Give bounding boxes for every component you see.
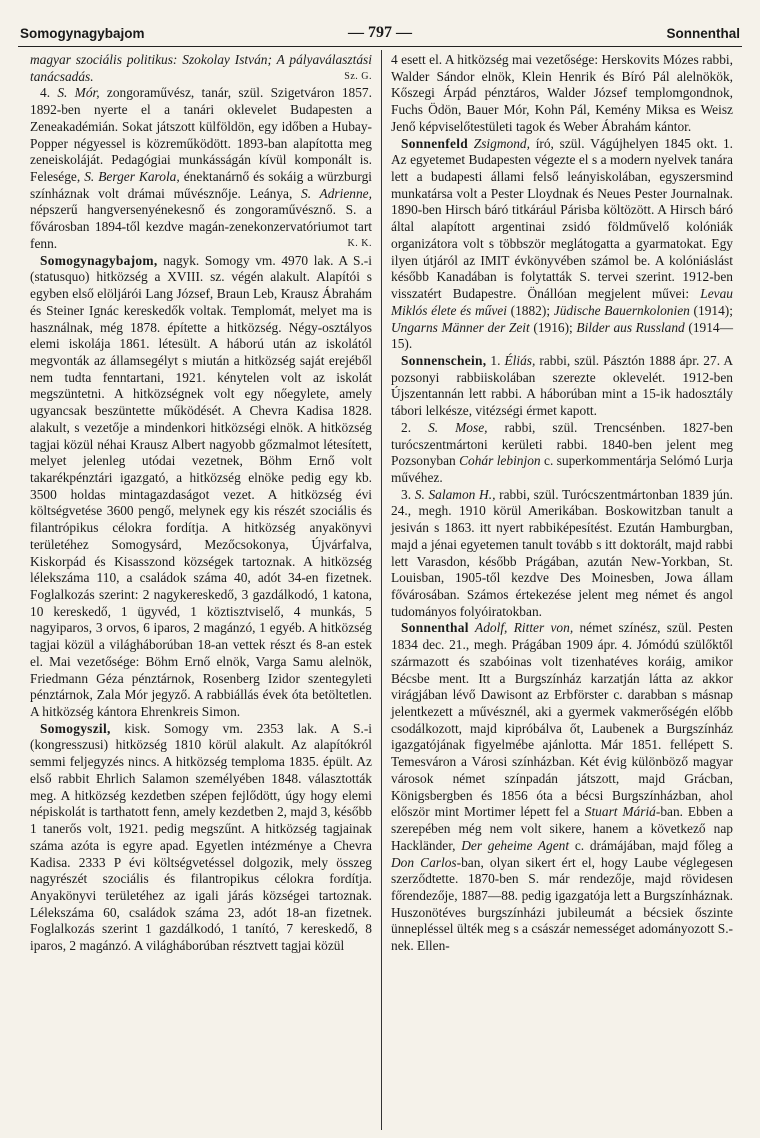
entry-text: író, szül. Vágújhelyen 1845 okt. 1. Az egyetemet Budapesten végezte el s a modern nyelvek tanára lett a budapesti állami felső leányiskolában, egyszersmind munkatársa volt a Pester Lloydnak és Neues Pester Journalnak. 1890-ben Hirsch báró titkárául Párisba költözött. A Hirsch báró által alapított argentinai zsidó földművelő kolóniák organizátora volt s többször meglátogatta a gyarmatokat. Egy ilyen útjáról az IMIT évkönyvében számol be. A kolóniáslást később Kanadában is folytatták S. tervei szerint. 1912-ben visszatért Budapestre. Önállóan megjelent művei: (391, 135, 733, 302)
entry-paragraph (391, 353, 733, 420)
entry-name: Éliás, (504, 352, 536, 368)
work-title: Ungarns Männer der Zeit (391, 319, 530, 335)
work-title: Levau Miklós élete és művei (391, 286, 733, 318)
entry-text: c. drámájában, majd főleg a (574, 837, 733, 853)
entry-paragraph (30, 253, 372, 721)
entry-continuation (30, 52, 372, 85)
entry-text: német színész, szül. Pesten 1834 dec. 21., megh. Prágában 1909 ápr. 4. Jómódú szülőktől származott és szabóinas volt tizenhatéves koráig, amikor Bécsbe ment. Itt a Burgszínház karzatján látta az akkor virágjában lévő Dawisont az Erbförster c. darabban s másnap jelentkezett a művésznél, aki a gyermek vakmerőségén előbb csodálkozott, majd kipróbálva őt, Laubenek a Burgszínház igazgatójának figyelmébe ajánlotta. Már 1851. fellépett S. Temesváron a Városi színházban. Két évig különböző magyar városok német színpadán játszott, majd Grácban, Königsbergben és 1856 óta a bécsi Burgszínházban, ahol először mint Mortimer lépett fel a (391, 620, 733, 820)
italic-text: magyar szociális politikus: Szokolay István; A pályaválasztási tanácsadás. (30, 52, 372, 84)
work-year: (1882); (510, 302, 551, 318)
entry-paragraph (391, 420, 733, 487)
entry-number: 1. (490, 352, 501, 368)
entry-paragraph (391, 620, 733, 954)
entry-number: 2. (401, 419, 412, 435)
entry-paragraph (30, 721, 372, 955)
headword: Somogyszil, (40, 720, 111, 736)
entry-number: 3. (401, 486, 412, 502)
entry-name: S. Mór, (57, 85, 100, 101)
column-divider (381, 50, 382, 1130)
entry-text: -ban, olyan sikert ért el, hogy Laube véglegesen szerződtette. 1870-ben S. már rendezője, majd rövidesen főrendezője, 1887—88. pedig igazgatója lett a Burgszínháznak. Huszonötéves burgszínházi jubileumát a bécsiek őszinte ünnepléssel ülték meg s a császár nemességet adományozott S.-nek. Ellen- (391, 854, 734, 954)
entry-text: rabbi, szül. Trencsénben. 1827-ben turócszentmártoni kerületi rabbi. 1840-ben jelent meg Pozsonyban (391, 419, 733, 469)
header-right-guideword: Sonnenthal (666, 26, 740, 41)
work-title: Der geheime Agent (461, 837, 570, 853)
entry-name: S. Adrienne, (301, 185, 372, 201)
work-title: Don Carlos (391, 854, 457, 870)
entry-text: c. superkommentárja Selómó Lurja művéhez. (391, 453, 733, 485)
author-signature: Sz. G. (344, 70, 372, 82)
header-left-guideword: Somogynagybajom (20, 26, 145, 41)
page-number: — 797 — (348, 24, 412, 41)
entry-text: kisk. Somogy vm. 2353 lak. A S.-i (kongresszusi) hitközség 1810 körül alakult. Az alapítókról semmi feljegyzés nincs. A hitközség temploma 1835. épült. Az első rabbit Ehrlich Salamon személyében 1848. választották meg. A hitközség kezdetben szépen fejlődött, úgy hogy elemi népiskolát is tarthatott fenn, amely kezdetben 2, majd 3, később 1 tanerős volt, 1921. pedig megszűnt. A hitközség tagjainak száma azóta is egyre apad. Egyetlen intézménye a Chevra Kadisa. 2333 P évi költségvetéssel dolgozik, mely összeg nagyrészét szociális és filantropikus célokra fordítja. Anyakönyvi területéhez az igali járás községei tartoznak. Lélekszáma 60, családok száma 23, adót 18-an fizetnek. Foglalkozás szerint 1 gazdálkodó, 1 tanító, 7 kereskedő, 8 iparos, 2 magánzó. A világháborúban résztvett tagjai közül (30, 720, 372, 954)
entry-text: zongoraművész, tanár, szül. Szigetváron 1857. 1892-ben nyerte el a tanári oklevelet Budapesten a Zeneakadémián. Sokat játszott külföldön, egy időben a Hubay-Popper négyessel is közreműködött. 1893-ban alapította meg zeneiskoláját. Pedagógiai munkásságán kívül komponált is. Felesége, (30, 85, 372, 185)
left-column (30, 52, 372, 955)
headword: Sonnenfeld (401, 135, 468, 151)
work-title: Cohár lebinjon (459, 453, 541, 469)
entry-paragraph (391, 136, 733, 353)
entry-text: 4 esett el. A hitközség mai vezetősége: Herskovits Mózes rabbi, Walder Sándor elnök, Klein Henrik és Bíró Pál alelnökök, Kőszegi Árpád pénztáros, Walder József templomgondnok, Fuchs Ödön, Bauer Mór, Kohn Pál, Kemény Miksa es Weisz Jenő képviselőtestületi tagok és Weber Ábrahám kántor. (391, 52, 733, 134)
entry-name: Adolf, Ritter von, (475, 620, 574, 636)
author-signature: K. K. (347, 237, 372, 249)
entry-name: S. Mose, (428, 419, 488, 435)
entry-text: -ban. Ebben a szerepében még nem volt sikere, hanem a következő nap Hackländer, (391, 804, 733, 853)
entry-number: 4. (40, 85, 51, 101)
work-title: Stuart Máriá (584, 804, 656, 820)
headword: Somogynagybajom, (40, 252, 158, 268)
entry-text: nagyk. Somogy vm. 4970 lak. A S.-i (statusquo) hitközség a XVIII. sz. végén alakult. Alapítói s egyben első elöljárói Lang József, Braun Leb, Krausz Ábrahám és Steiner Ignác kereskedők voltak. Templomát, melyet ma is használnak, még 1878. építette a hitközség. Négy-osztályos elemi iskolája 1861. létesült. A háború után az iskolától megvonták az államsegélyt s miután a hitközség saját erejéből nem tudta fenntartani, 1921. kénytelen volt az iskolát megszüntetni. A hitközségnek volt egy nőegylete, amely ugyancsak beszüntette működését. A Chevra Kadisa 1828. alakult, s vezetője a mindenkori hitközségi elnök. A hitközség tagjai közül néhai Krausz Albert nagyobb gőzmalmot létesített, melyet jelenleg utódai vezetnek, Böhm Ernő volt takarékpénztári igazgató, a hitközség elnöke pedig egy kb. 3500 holdas mintagazdaságot vezet. A hitközség évi költségvetése 3600 pengő, melynek egy kis részét szociális és filantrópikus célokra fordítja. A hitközség anyakönyvi területéhez Somogysárd, Mezőcsokonya, Újvárfalva, Kiskorpád és Kisasszond községek tartoznak. A hitközség lélekszáma 110, a családok száma 40, adót 34-en fizetnek. Foglalkozás szerint: 2 nagykereskedő, 3 gazdálkodó, 1 katona, 10 kereskedő, 1 ügyvéd, 1 köztisztviselő, 4 munkás, 5 nagyiparos, 3 orvos, 6 iparos, 2 magánzó, 1 egyéb. A hitközség tagjai közül a világháborúban 18-an vettek részt és 8-an estek el. Mai vezetősége: Böhm Ernő elnök, Varga Samu alelnök, Friedmann Géza pénztárnok, Rosenberg Izidor szentegyleti pénztárnok, Zala Mór jegyző. A rabbiállás évek óta betöltetlen. A hitközség kántora Ehrenkreis Simon. (30, 252, 372, 720)
headword: Sonnenthal (401, 620, 469, 636)
right-column (391, 52, 733, 955)
entry-name: S. Berger Karola, (84, 169, 180, 185)
work-title: Bilder aus Russland (576, 319, 685, 335)
entry-text: rabbi, szül. Turócszentmártonban 1839 jún. 24., megh. 1910 körül Amerikában. Boskowitzban tanult a jesiván s 1863. itt nyert rabbiképesítést. Ezután Hamburgban, majd a jénai egyetemen tanult tovább s itt doktorált, majd rabbi lett Varasdon, később Prágában, azután New-Yorkban, St. Louisban, 1905-től kezdve Des Moinesben, Jowa állam fővárosában. Számos értekezése jelent meg német és angol tudományos folyóiratokban. (391, 486, 733, 619)
headword: Sonnenschein, (401, 352, 487, 368)
entry-name: Zsigmond, (473, 135, 530, 151)
page-header (18, 24, 742, 47)
entry-text: rabbi, szül. Pásztón 1888 ápr. 27. A pozsonyi rabbiiskolában szerezte oklevelét. 1912-ben Újszentannán lett rabbi. A háborúban mint a 15-ik hadosztály tábori lelkésze, vitézségi érmet kapott. (391, 352, 733, 419)
entry-text: énektanárnő és sokáig a würzburgi színháznak volt drámai művésznője. Leánya, (30, 169, 372, 201)
entry-continuation (391, 52, 733, 136)
entry-paragraph (30, 85, 372, 252)
work-year: (1914); (693, 302, 733, 318)
entry-paragraph (391, 487, 733, 621)
work-year: (1916); (533, 319, 573, 335)
entry-text: népszerű hangversenyénekesnő és zongoraművésznő. S. a fővárosban 1894-től kezdve magán-zenekonzervatóriumot tart fenn. (30, 202, 372, 251)
work-year: (1914—15). (391, 319, 734, 352)
work-title: Jüdische Bauernkolonien (553, 302, 690, 318)
entry-name: S. Salamon H., (414, 486, 496, 502)
